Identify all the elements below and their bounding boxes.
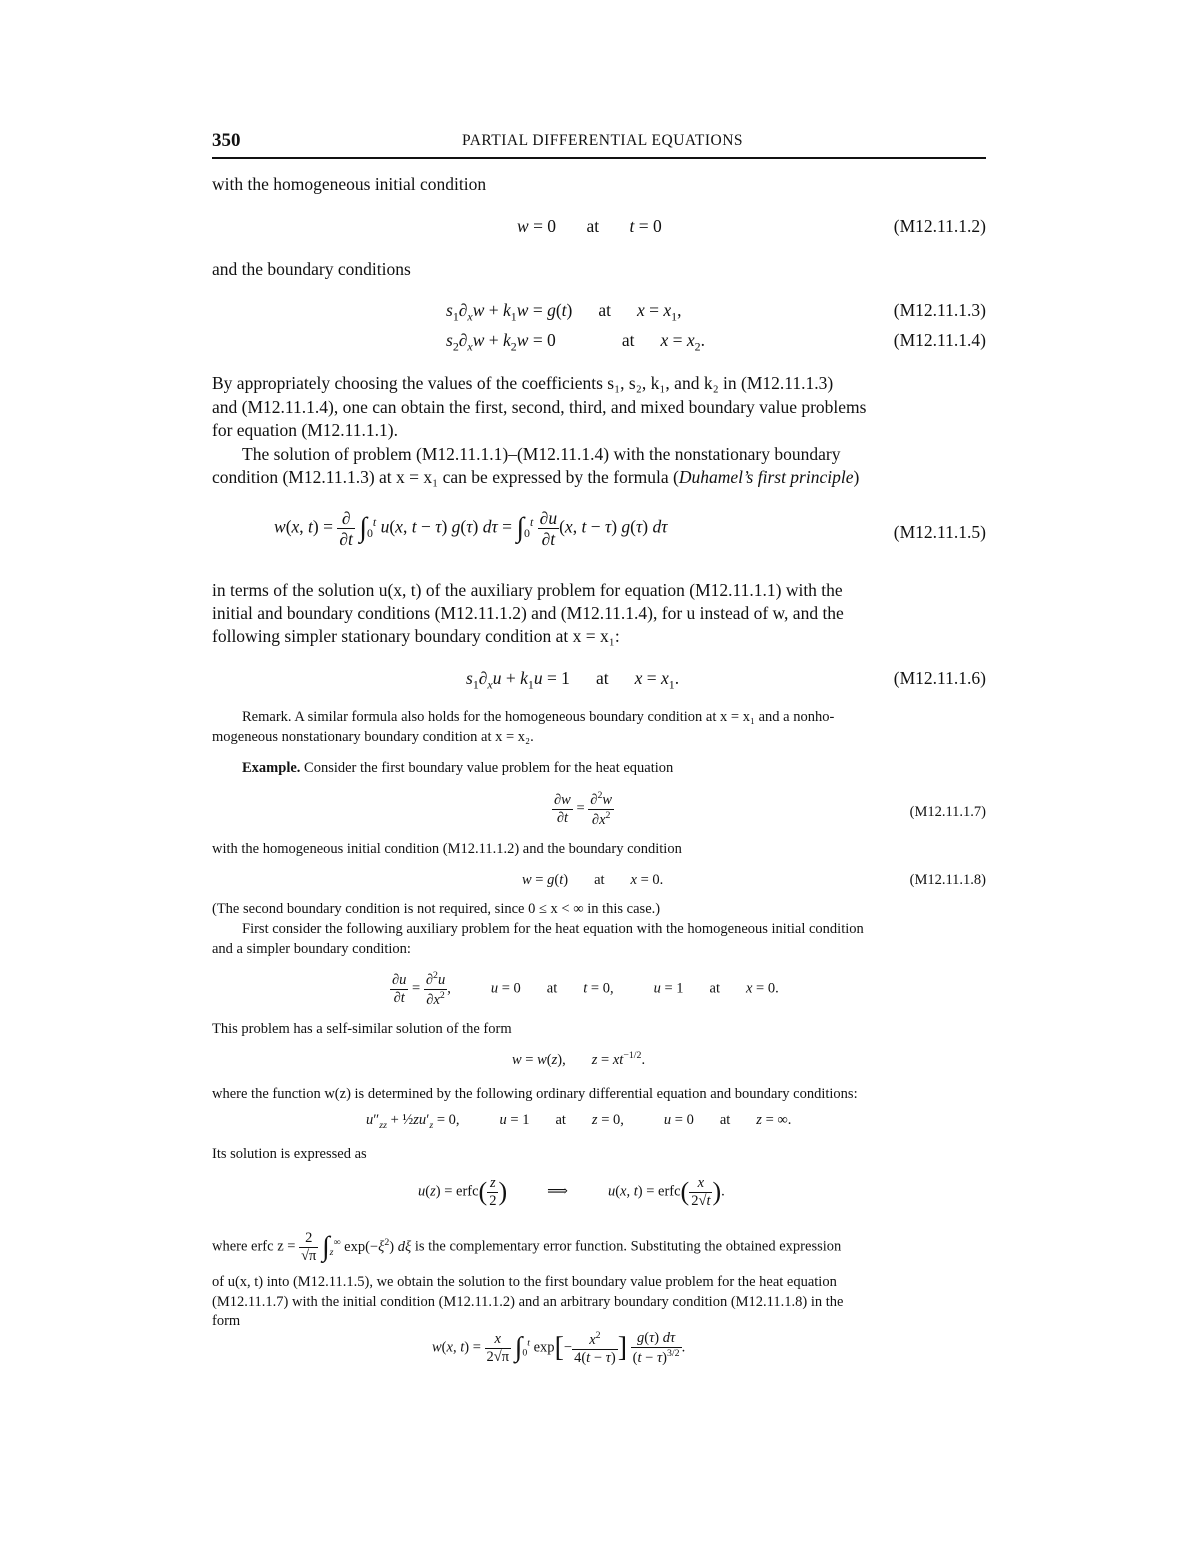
equation-number: (M12.11.1.3) xyxy=(893,300,986,320)
paragraph-line xyxy=(242,760,673,777)
emphasis-text: Duhamel’s first principle xyxy=(678,467,854,487)
text-span: A similar formula also holds for the homogeneous boundary condition at x = x₁ and a nonho- xyxy=(291,709,835,725)
equation-number: (M12.11.1.4) xyxy=(893,330,986,350)
equation-block xyxy=(212,508,986,566)
equation-block xyxy=(212,790,986,834)
equation-number: (M12.11.1.8) xyxy=(909,872,986,888)
text-span: Consider the first boundary value problem for the heat equation xyxy=(300,760,674,776)
page-number: 350 xyxy=(212,130,241,151)
remark-label: Remark. xyxy=(242,709,292,725)
paragraph-line: in terms of the solution u(x, t) of the auxiliary problem for equation (M12.11.1.1) with the xyxy=(212,580,843,600)
text-span: is the complementary error function. Substituting the obtained expression xyxy=(411,1238,842,1255)
paragraph-line: (M12.11.1.7) with the initial condition (M12.11.1.2) and an arbitrary boundary condition (M12.11.1.8) in the xyxy=(212,1294,844,1310)
paragraph-line: for equation (M12.11.1.1). xyxy=(212,420,398,440)
paragraph-line: initial and boundary conditions (M12.11.1.2) and (M12.11.1.4), for u instead of w, and the xyxy=(212,603,844,623)
paragraph-line xyxy=(212,467,859,488)
equation-body: $s_1\partial_xw + k_1w = g(t)$ at $x = x_1$, xyxy=(446,300,682,324)
equation-block xyxy=(212,1175,986,1223)
paragraph-line: form xyxy=(212,1313,241,1329)
equation-block xyxy=(212,872,986,892)
erfc-definition: $\frac{2}{√\pi}$ $\int_z^\infty$ $\exp(-\xi^2)$ dξ xyxy=(301,1230,412,1264)
equation-body: w = w(z), $z = xt^{-1/2}$. xyxy=(512,1050,646,1068)
equation-body: $\frac{\partial u}{\partial t}$ = $\frac{\partial^2u}{\partial x^2}$ , u = 0 at t = 0, u = 1 at x = 0. xyxy=(392,970,779,1008)
running-head: PARTIAL DIFFERENTIAL EQUATIONS xyxy=(462,132,744,149)
equation-number: (M12.11.1.5) xyxy=(893,522,986,542)
equation-body: w = g(t) at x = 0. xyxy=(522,872,664,888)
paragraph-line: and the boundary conditions xyxy=(212,259,411,279)
paragraph-line: (The second boundary condition is not required, since 0 ≤ x < ∞ in this case.) xyxy=(212,901,661,917)
page-header xyxy=(212,130,986,158)
equation-block xyxy=(212,970,986,1014)
paragraph-line: of u(x, t) into (M12.11.1.5), we obtain the solution to the first boundary value problem for the heat equation xyxy=(212,1274,837,1290)
paragraph-line: and a simpler boundary condition: xyxy=(212,941,411,957)
equation-number: (M12.11.1.2) xyxy=(893,216,986,236)
equation-block xyxy=(212,216,986,240)
paragraph-line: First consider the following auxiliary problem for the heat equation with the homogeneous initial condition xyxy=(242,921,864,937)
equation-body: $s_1\partial_xu + k_1u = 1$ at $x = x_1$. xyxy=(466,668,680,692)
equation-body: w(x, t) = $\frac{x}{2√\pi}$ $\int_0^t$ exp[− $\frac{x^2}{4(t - \tau)}$ ] $\frac{g(\tau) d\tau}{(t - \tau)^{3/2}}$ . xyxy=(432,1330,686,1366)
equation-body: u(z) = erfc( $\frac{z}{2}$ ) ⟹ u(x, t) = erfc( $\frac{x}{2√t}$ ). xyxy=(418,1175,725,1209)
equation-block xyxy=(212,1112,986,1138)
paragraph-line: with the homogeneous initial condition xyxy=(212,174,487,194)
paragraph-line: and (M12.11.1.4), one can obtain the first, second, third, and mixed boundary value problems xyxy=(212,397,867,417)
paragraph-line: By appropriately choosing the values of the coefficients s₁, s₂, k₁, and k₂ in (M12.11.1.3) xyxy=(212,373,834,393)
paragraph-line: where the function w(z) is determined by the following ordinary differential equation and boundary conditions: xyxy=(212,1086,858,1102)
paragraph-line: following simpler stationary boundary condition at x = x₁: xyxy=(212,626,620,646)
text-span: condition (M12.11.1.3) at x = x₁ can be expressed by the formula ( xyxy=(212,467,679,487)
equation-block xyxy=(212,668,986,692)
paragraph-line xyxy=(212,1230,841,1274)
equation-number: (M12.11.1.6) xyxy=(893,668,986,688)
paragraph-line: with the homogeneous initial condition (M12.11.1.2) and the boundary condition xyxy=(212,841,682,857)
paragraph-line: This problem has a self-similar solution of the form xyxy=(212,1021,512,1037)
text-span: where erfc z = xyxy=(212,1238,300,1255)
equation-block xyxy=(212,330,986,354)
example-label: Example. xyxy=(242,760,301,776)
equation-block xyxy=(212,300,986,324)
paragraph-line xyxy=(242,709,834,726)
paragraph-line: Its solution is expressed as xyxy=(212,1146,367,1162)
header-rule xyxy=(212,157,986,159)
equation-number: (M12.11.1.7) xyxy=(909,804,986,820)
equation-body: w(x, t) = $\frac{\partial}{\partial t}$ $\int_0^t$ u(x, t − τ) g(τ) $d\tau = \int_0^t$ $\frac{\partial u}{\partial t}$ (x, t − τ) g(τ) dτ xyxy=(274,508,668,550)
paragraph-line: mogeneous nonstationary boundary condition at x = x₂. xyxy=(212,729,534,745)
equation-body: $u''_{zz}$ + $\frac{1}{2}zu'_z = 0$, u = 1 at z = 0, u = 0 at z = ∞. xyxy=(366,1112,792,1131)
equation-body: w = 0 at t = 0 xyxy=(517,216,662,236)
equation-block xyxy=(212,1050,986,1072)
paragraph-line: The solution of problem (M12.11.1.1)–(M12.11.1.4) with the nonstationary boundary xyxy=(242,444,841,464)
equation-body: $s_2\partial_xw + k_2w = 0$ at $x = x_2$. xyxy=(446,330,705,354)
text-span: ) xyxy=(853,467,860,487)
equation-block xyxy=(212,1330,986,1380)
equation-body: $\frac{\partial w}{\partial t}$ = $\frac{\partial^2w}{\partial x^2}$ xyxy=(554,790,613,828)
